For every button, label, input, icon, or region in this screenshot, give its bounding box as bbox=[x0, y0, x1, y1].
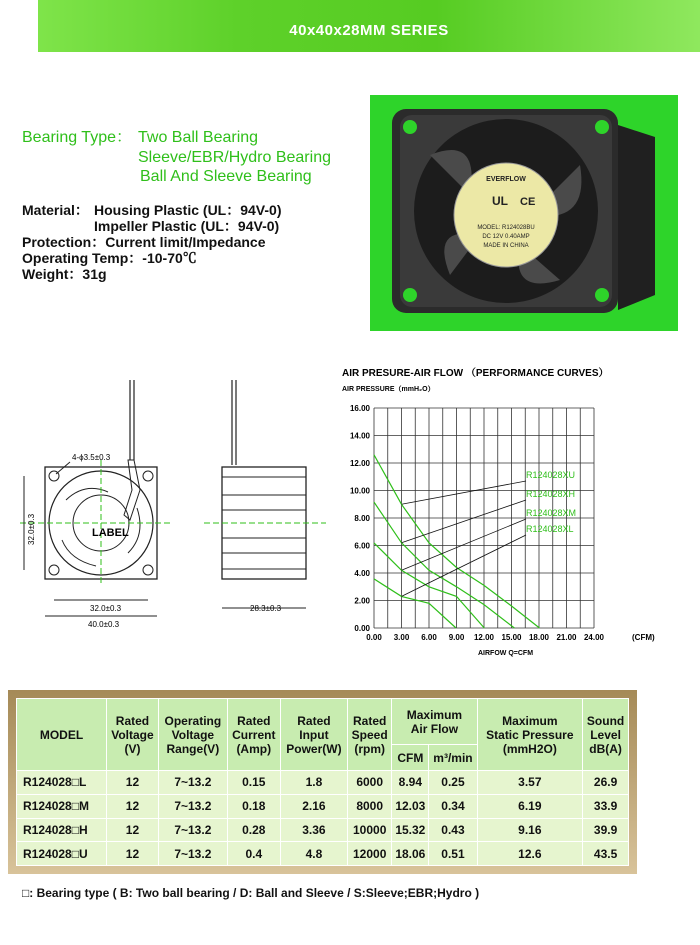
table-cell: 15.32 bbox=[392, 818, 429, 842]
col-airflow bbox=[392, 699, 477, 745]
col-power-l3: Power(W) bbox=[286, 741, 342, 756]
bearing-type-value-1: Two Ball Bearing bbox=[138, 129, 259, 146]
col-power-l1: Rated bbox=[297, 713, 331, 728]
table-cell: 1.8 bbox=[280, 771, 347, 795]
table-cell: 43.5 bbox=[583, 842, 629, 866]
table-cell: 0.43 bbox=[429, 818, 477, 842]
ul-mark-icon: UL bbox=[492, 194, 508, 208]
table-row bbox=[17, 842, 629, 866]
table-row bbox=[17, 771, 629, 795]
col-speed-l2: Speed bbox=[351, 727, 388, 742]
table-cell: 8.94 bbox=[392, 771, 429, 795]
table-cell: 0.28 bbox=[227, 818, 280, 842]
series-banner bbox=[38, 0, 700, 52]
col-current-l1: Rated bbox=[237, 713, 271, 728]
table-cell: R124028□L bbox=[17, 771, 107, 795]
bearing-footnote: □: Bearing type ( B: Two ball bearing / D: Ball and Sleeve / S:Sleeve;EBR;Hydro ) bbox=[22, 886, 480, 900]
table-cell: 12 bbox=[107, 771, 159, 795]
col-op-voltage-l1: Operating bbox=[164, 713, 222, 728]
x-tick-label: 15.00 bbox=[501, 633, 522, 642]
bearing-type-value-2: Sleeve/EBR/Hydro Bearing bbox=[138, 149, 331, 166]
col-sound-l2: Level bbox=[590, 727, 621, 742]
photo-rating: DC 12V 0.40AMP bbox=[482, 234, 530, 240]
col-m3min: m³/min bbox=[429, 745, 477, 771]
impeller-material: Impeller Plastic (UL：94V-0) bbox=[94, 218, 280, 234]
col-sound bbox=[583, 699, 629, 771]
table-cell: 8000 bbox=[348, 794, 392, 818]
ce-mark: CE bbox=[520, 196, 536, 208]
series-line-R124028XH bbox=[374, 502, 514, 628]
width-inner-dimension: 32.0±0.3 bbox=[90, 604, 122, 613]
table-cell: 7~13.2 bbox=[158, 794, 227, 818]
height-dimension: 32.0±0.3 bbox=[27, 513, 36, 545]
bearing-type-label: Bearing Type： bbox=[22, 129, 132, 146]
table-cell: 12.03 bbox=[392, 794, 429, 818]
table-cell: 0.34 bbox=[429, 794, 477, 818]
col-voltage bbox=[107, 699, 159, 771]
weight-spec: Weight：31g bbox=[22, 266, 107, 282]
table-cell: 3.36 bbox=[280, 818, 347, 842]
col-speed-l3: (rpm) bbox=[354, 741, 386, 756]
width-outer-dimension: 40.0±0.3 bbox=[88, 620, 120, 629]
spec-table bbox=[16, 698, 629, 866]
x-tick-label: 18.00 bbox=[528, 633, 550, 642]
table-cell: 7~13.2 bbox=[158, 842, 227, 866]
col-op-voltage-l2: Voltage bbox=[171, 727, 215, 742]
col-cfm: CFM bbox=[392, 745, 429, 771]
table-cell: 7~13.2 bbox=[158, 818, 227, 842]
table-row bbox=[17, 794, 629, 818]
table-cell: 12 bbox=[107, 794, 159, 818]
legend-leader-line bbox=[402, 481, 527, 504]
table-cell: 18.06 bbox=[392, 842, 429, 866]
x-tick-label: 21.00 bbox=[556, 633, 577, 642]
y-tick-label: 12.00 bbox=[349, 459, 370, 468]
col-power bbox=[280, 699, 347, 771]
col-power-l2: Input bbox=[299, 727, 329, 742]
col-speed-l1: Rated bbox=[353, 713, 387, 728]
col-sound-l3: dB(A) bbox=[589, 741, 622, 756]
col-voltage-l2: Voltage bbox=[111, 727, 154, 742]
y-tick-label: 0.00 bbox=[354, 624, 370, 633]
x-tick-label: 9.00 bbox=[448, 633, 465, 642]
table-cell: 39.9 bbox=[583, 818, 629, 842]
table-cell: 0.4 bbox=[227, 842, 280, 866]
chart-xunit: (CFM) bbox=[632, 633, 655, 642]
table-cell: 12 bbox=[107, 818, 159, 842]
table-cell: 12.6 bbox=[477, 842, 583, 866]
y-tick-label: 16.00 bbox=[349, 404, 370, 413]
table-cell: 3.57 bbox=[477, 771, 583, 795]
performance-chart bbox=[330, 360, 700, 660]
photo-brand: EVERFLOW bbox=[486, 176, 526, 183]
table-cell: 2.16 bbox=[280, 794, 347, 818]
y-tick-label: 8.00 bbox=[354, 514, 370, 523]
legend-label-R124028XU: R124028XU bbox=[526, 470, 576, 480]
table-cell: 0.51 bbox=[429, 842, 477, 866]
chart-title: AIR PRESURE-AIR FLOW （PERFORMANCE CURVES） bbox=[342, 368, 609, 379]
col-pressure-l1: Maximum bbox=[502, 713, 558, 728]
col-op-voltage-l3: Range(V) bbox=[166, 741, 220, 756]
table-cell: 9.16 bbox=[477, 818, 583, 842]
table-cell: 10000 bbox=[348, 818, 392, 842]
table-cell: 12000 bbox=[348, 842, 392, 866]
dimension-drawing bbox=[0, 370, 340, 640]
table-cell: R124028□M bbox=[17, 794, 107, 818]
bearing-type-value-3: Ball And Sleeve Bearing bbox=[140, 168, 312, 185]
col-current-l2: Current bbox=[232, 727, 276, 742]
hole-dimension: 4-ϕ3.5±0.3 bbox=[72, 453, 111, 462]
spec-table-body bbox=[17, 771, 629, 866]
photo-model: MODEL: R124028BU bbox=[477, 225, 535, 231]
x-tick-label: 0.00 bbox=[366, 633, 382, 642]
col-model: MODEL bbox=[17, 699, 107, 771]
depth-dimension: 28.3±0.3 bbox=[250, 604, 282, 613]
col-voltage-l3: (V) bbox=[124, 741, 141, 756]
legend-label-R124028XL: R124028XL bbox=[526, 524, 574, 534]
table-cell: 33.9 bbox=[583, 794, 629, 818]
col-speed bbox=[348, 699, 392, 771]
table-cell: 6000 bbox=[348, 771, 392, 795]
fan-label-text: LABEL bbox=[92, 527, 129, 539]
legend-label-R124028XM: R124028XM bbox=[526, 508, 577, 518]
table-cell: 0.15 bbox=[227, 771, 280, 795]
y-tick-label: 10.00 bbox=[349, 486, 370, 496]
col-current-l3: (Amp) bbox=[236, 741, 272, 756]
col-pressure-l3: (mmH2O) bbox=[502, 741, 557, 756]
y-tick-label: 6.00 bbox=[354, 541, 370, 551]
table-cell: R124028□H bbox=[17, 818, 107, 842]
table-cell: 0.18 bbox=[227, 794, 280, 818]
col-pressure bbox=[477, 699, 583, 771]
chart-legend bbox=[402, 470, 577, 596]
table-cell: R124028□U bbox=[17, 842, 107, 866]
table-row bbox=[17, 818, 629, 842]
chart-xlabel: AIRFOW Q=CFM bbox=[478, 650, 534, 657]
spec-table-frame bbox=[8, 690, 637, 874]
table-cell: 26.9 bbox=[583, 771, 629, 795]
col-voltage-l1: Rated bbox=[115, 713, 150, 728]
y-tick-label: 2.00 bbox=[354, 596, 370, 606]
x-tick-label: 12.00 bbox=[473, 633, 495, 642]
table-cell: 0.25 bbox=[429, 771, 477, 795]
table-cell: 6.19 bbox=[477, 794, 583, 818]
x-tick-label: 6.00 bbox=[421, 633, 437, 642]
housing-material: Housing Plastic (UL：94V-0) bbox=[94, 202, 282, 218]
photo-origin: MADE IN CHINA bbox=[483, 243, 529, 249]
chart-grid bbox=[374, 408, 594, 628]
material-label: Material： bbox=[22, 202, 89, 218]
col-sound-l1: Sound bbox=[586, 713, 625, 728]
x-tick-label: 24.00 bbox=[583, 633, 605, 642]
legend-label-R124028XH: R124028XH bbox=[526, 489, 576, 499]
table-cell: 4.8 bbox=[280, 842, 347, 866]
col-pressure-l2: Static Pressure bbox=[486, 727, 574, 742]
table-cell: 12 bbox=[107, 842, 159, 866]
col-op-voltage bbox=[158, 699, 227, 771]
y-tick-label: 4.00 bbox=[354, 569, 370, 578]
col-airflow-l2: Air Flow bbox=[410, 721, 459, 736]
y-tick-label: 14.00 bbox=[349, 431, 370, 441]
operating-temp-spec: Operating Temp：-10-70℃ bbox=[22, 250, 197, 266]
chart-ylabel: AIR PRESSURE（mmH₂O） bbox=[342, 386, 435, 393]
col-airflow-l1: Maximum bbox=[406, 707, 463, 722]
table-cell: 7~13.2 bbox=[158, 771, 227, 795]
x-tick-label: 3.00 bbox=[393, 633, 410, 642]
protection-spec: Protection：Current limit/Impedance bbox=[22, 234, 266, 250]
legend-leader-line bbox=[402, 500, 527, 543]
fan-photo bbox=[370, 95, 678, 331]
col-current bbox=[227, 699, 280, 771]
series-title: 40x40x28MM SERIES bbox=[289, 22, 449, 39]
